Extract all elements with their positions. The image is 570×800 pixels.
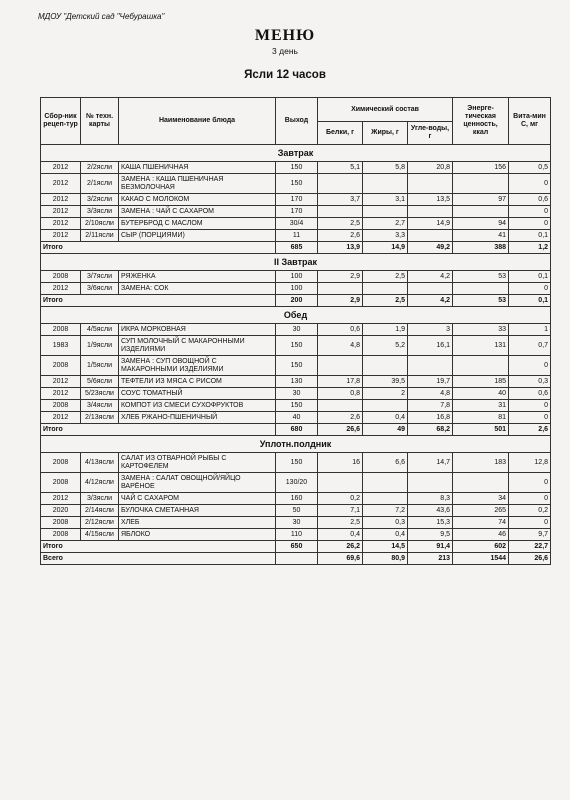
carbs-cell: 16,8	[408, 412, 453, 424]
section-title: Уплотн.полдник	[41, 436, 551, 453]
total-carbs: 68,2	[408, 424, 453, 436]
table-row	[41, 388, 551, 400]
proteins-cell: 17,8	[318, 376, 363, 388]
grand-total-label: Всего	[41, 553, 276, 565]
total-row	[41, 541, 551, 553]
proteins-cell	[318, 400, 363, 412]
energy-cell: 131	[453, 336, 509, 356]
proteins-cell	[318, 206, 363, 218]
proteins-cell	[318, 174, 363, 194]
recipe-source-cell: 1983	[41, 336, 81, 356]
output-cell: 150	[276, 336, 318, 356]
output-cell: 30	[276, 388, 318, 400]
dish-name-cell: ЗАМЕНА : САЛАТ ОВОЩНОЙ/ЯЙЦО ВАРЁНОЕ	[119, 473, 276, 493]
dish-name-cell: КАША ПШЕНИЧНАЯ	[119, 162, 276, 174]
header-dish-name: Наименование блюда	[119, 98, 276, 145]
energy-cell: 183	[453, 453, 509, 473]
tech-card-cell: 2/11ясли	[81, 230, 119, 242]
recipe-source-cell: 2012	[41, 162, 81, 174]
tech-card-cell: 2/1ясли	[81, 174, 119, 194]
tech-card-cell: 2/2ясли	[81, 162, 119, 174]
table-row	[41, 206, 551, 218]
carbs-cell: 4,8	[408, 388, 453, 400]
table-row	[41, 174, 551, 194]
carbs-cell: 13,5	[408, 194, 453, 206]
proteins-cell: 0,6	[318, 324, 363, 336]
dish-name-cell: ЗАМЕНА : КАША ПШЕНИЧНАЯ БЕЗМОЛОЧНАЯ	[119, 174, 276, 194]
grand-total-fats: 80,9	[363, 553, 408, 565]
recipe-source-cell: 2012	[41, 376, 81, 388]
energy-cell: 94	[453, 218, 509, 230]
carbs-cell	[408, 356, 453, 376]
recipe-source-cell: 2008	[41, 271, 81, 283]
carbs-cell: 16,1	[408, 336, 453, 356]
proteins-cell: 0,2	[318, 493, 363, 505]
group-label: Ясли 12 часов	[244, 69, 326, 81]
tech-card-cell: 2/10ясли	[81, 218, 119, 230]
recipe-source-cell: 2012	[41, 230, 81, 242]
carbs-cell: 14,9	[408, 218, 453, 230]
vitamin-cell: 0,1	[509, 230, 551, 242]
carbs-cell: 15,3	[408, 517, 453, 529]
output-cell: 150	[276, 453, 318, 473]
recipe-source-cell: 2012	[41, 412, 81, 424]
section-title: Обед	[41, 307, 551, 324]
total-proteins: 13,9	[318, 242, 363, 254]
carbs-cell	[408, 174, 453, 194]
vitamin-cell: 0,2	[509, 505, 551, 517]
total-vitamin: 22,7	[509, 541, 551, 553]
total-energy: 602	[453, 541, 509, 553]
carbs-cell: 8,3	[408, 493, 453, 505]
output-cell: 160	[276, 493, 318, 505]
energy-cell: 74	[453, 517, 509, 529]
table-row	[41, 194, 551, 206]
dish-name-cell: ЗАМЕНА : СУП ОВОЩНОЙ С МАКАРОННЫМИ ИЗДЕЛИЯМИ	[119, 356, 276, 376]
table-row	[41, 505, 551, 517]
recipe-source-cell: 2008	[41, 473, 81, 493]
header-tech-card: № техн. карты	[81, 98, 119, 145]
output-cell: 150	[276, 162, 318, 174]
table-row	[41, 529, 551, 541]
recipe-source-cell: 2012	[41, 218, 81, 230]
dish-name-cell: КОМПОТ ИЗ СМЕСИ СУХОФРУКТОВ	[119, 400, 276, 412]
total-row	[41, 424, 551, 436]
vitamin-cell: 0	[509, 473, 551, 493]
menu-table	[40, 97, 551, 565]
total-fats: 14,9	[363, 242, 408, 254]
day-label: 3 день	[272, 46, 298, 56]
fats-cell: 7,2	[363, 505, 408, 517]
recipe-source-cell: 2008	[41, 529, 81, 541]
fats-cell: 5,8	[363, 162, 408, 174]
energy-cell: 33	[453, 324, 509, 336]
fats-cell	[363, 283, 408, 295]
dish-name-cell: СЫР (ПОРЦИЯМИ)	[119, 230, 276, 242]
fats-cell: 39,5	[363, 376, 408, 388]
dish-name-cell: ЯБЛОКО	[119, 529, 276, 541]
output-cell: 170	[276, 194, 318, 206]
carbs-cell: 43,6	[408, 505, 453, 517]
energy-cell	[453, 356, 509, 376]
energy-cell	[453, 174, 509, 194]
output-cell: 130	[276, 376, 318, 388]
section-title: II Завтрак	[41, 254, 551, 271]
total-output: 680	[276, 424, 318, 436]
vitamin-cell: 12,8	[509, 453, 551, 473]
proteins-cell: 2,6	[318, 412, 363, 424]
total-carbs: 91,4	[408, 541, 453, 553]
dish-name-cell: СУП МОЛОЧНЫЙ С МАКАРОННЫМИ ИЗДЕЛИЯМИ	[119, 336, 276, 356]
grand-total-carbs: 213	[408, 553, 453, 565]
fats-cell: 1,9	[363, 324, 408, 336]
carbs-cell: 7,8	[408, 400, 453, 412]
vitamin-cell: 0,3	[509, 376, 551, 388]
tech-card-cell: 3/7ясли	[81, 271, 119, 283]
vitamin-cell: 0,5	[509, 162, 551, 174]
carbs-cell: 4,2	[408, 271, 453, 283]
section-title: Завтрак	[41, 145, 551, 162]
total-proteins: 26,2	[318, 541, 363, 553]
total-output: 650	[276, 541, 318, 553]
table-row	[41, 400, 551, 412]
total-energy: 501	[453, 424, 509, 436]
fats-cell: 3,3	[363, 230, 408, 242]
recipe-source-cell: 2012	[41, 174, 81, 194]
table-row	[41, 283, 551, 295]
vitamin-cell: 0	[509, 517, 551, 529]
grand-total-energy: 1544	[453, 553, 509, 565]
tech-card-cell: 1/5ясли	[81, 356, 119, 376]
fats-cell: 0,4	[363, 412, 408, 424]
grand-total-row	[41, 553, 551, 565]
page-title: МЕНЮ	[254, 27, 316, 44]
header-proteins: Белки, г	[318, 122, 363, 145]
header-recipe-source: Сбор-ник рецеп-тур	[41, 98, 81, 145]
section-row	[41, 436, 551, 453]
fats-cell: 2	[363, 388, 408, 400]
recipe-source-cell: 2008	[41, 453, 81, 473]
fats-cell	[363, 493, 408, 505]
tech-card-cell: 4/15ясли	[81, 529, 119, 541]
vitamin-cell: 0	[509, 206, 551, 218]
energy-cell: 185	[453, 376, 509, 388]
fats-cell	[363, 206, 408, 218]
output-cell: 50	[276, 505, 318, 517]
output-cell: 100	[276, 271, 318, 283]
carbs-cell	[408, 206, 453, 218]
tech-card-cell: 5/23ясли	[81, 388, 119, 400]
vitamin-cell: 0	[509, 283, 551, 295]
table-row	[41, 376, 551, 388]
fats-cell: 0,4	[363, 529, 408, 541]
dish-name-cell: САЛАТ ИЗ ОТВАРНОЙ РЫБЫ С КАРТОФЕЛЕМ	[119, 453, 276, 473]
menu-body	[41, 145, 551, 565]
total-carbs: 4,2	[408, 295, 453, 307]
proteins-cell: 0,4	[318, 529, 363, 541]
proteins-cell: 2,5	[318, 517, 363, 529]
vitamin-cell: 0	[509, 356, 551, 376]
output-cell: 130/20	[276, 473, 318, 493]
vitamin-cell: 1	[509, 324, 551, 336]
tech-card-cell: 2/13ясли	[81, 412, 119, 424]
vitamin-cell: 0	[509, 218, 551, 230]
recipe-source-cell: 2008	[41, 324, 81, 336]
vitamin-cell: 0	[509, 400, 551, 412]
vitamin-cell: 0,7	[509, 336, 551, 356]
tech-card-cell: 3/2ясли	[81, 194, 119, 206]
proteins-cell: 3,7	[318, 194, 363, 206]
proteins-cell: 16	[318, 453, 363, 473]
carbs-cell: 14,7	[408, 453, 453, 473]
recipe-source-cell: 2012	[41, 493, 81, 505]
energy-cell: 265	[453, 505, 509, 517]
dish-name-cell: КАКАО С МОЛОКОМ	[119, 194, 276, 206]
vitamin-cell: 0,1	[509, 271, 551, 283]
proteins-cell	[318, 356, 363, 376]
energy-cell	[453, 283, 509, 295]
table-row	[41, 230, 551, 242]
recipe-source-cell: 2012	[41, 206, 81, 218]
recipe-source-cell: 2008	[41, 400, 81, 412]
energy-cell: 156	[453, 162, 509, 174]
output-cell: 30/4	[276, 218, 318, 230]
fats-cell: 2,5	[363, 271, 408, 283]
total-fats: 49	[363, 424, 408, 436]
carbs-cell: 3	[408, 324, 453, 336]
vitamin-cell: 9,7	[509, 529, 551, 541]
fats-cell: 3,1	[363, 194, 408, 206]
dish-name-cell: БУЛОЧКА СМЕТАННАЯ	[119, 505, 276, 517]
fats-cell: 2,7	[363, 218, 408, 230]
grand-total-proteins: 69,6	[318, 553, 363, 565]
header-fats: Жиры, г	[363, 122, 408, 145]
recipe-source-cell: 2008	[41, 356, 81, 376]
total-label: Итого	[41, 541, 276, 553]
table-row	[41, 493, 551, 505]
fats-cell	[363, 473, 408, 493]
grand-total-output	[276, 553, 318, 565]
total-vitamin: 1,2	[509, 242, 551, 254]
energy-cell: 53	[453, 271, 509, 283]
table-row	[41, 336, 551, 356]
output-cell: 11	[276, 230, 318, 242]
proteins-cell: 7,1	[318, 505, 363, 517]
proteins-cell: 4,8	[318, 336, 363, 356]
fats-cell	[363, 174, 408, 194]
proteins-cell: 2,9	[318, 271, 363, 283]
output-cell: 30	[276, 324, 318, 336]
tech-card-cell: 1/9ясли	[81, 336, 119, 356]
output-cell: 40	[276, 412, 318, 424]
total-proteins: 2,9	[318, 295, 363, 307]
total-label: Итого	[41, 424, 276, 436]
total-label: Итого	[41, 242, 276, 254]
energy-cell: 40	[453, 388, 509, 400]
tech-card-cell: 3/3ясли	[81, 493, 119, 505]
vitamin-cell: 0,6	[509, 388, 551, 400]
proteins-cell: 5,1	[318, 162, 363, 174]
carbs-cell: 19,7	[408, 376, 453, 388]
section-row	[41, 307, 551, 324]
recipe-source-cell: 2012	[41, 283, 81, 295]
total-vitamin: 0,1	[509, 295, 551, 307]
carbs-cell	[408, 473, 453, 493]
tech-card-cell: 5/6ясли	[81, 376, 119, 388]
output-cell: 150	[276, 356, 318, 376]
section-row	[41, 145, 551, 162]
table-row	[41, 473, 551, 493]
dish-name-cell: РЯЖЕНКА	[119, 271, 276, 283]
dish-name-cell: ХЛЕБ	[119, 517, 276, 529]
dish-name-cell: ЧАЙ С САХАРОМ	[119, 493, 276, 505]
table-row	[41, 356, 551, 376]
total-vitamin: 2,6	[509, 424, 551, 436]
vitamin-cell: 0,6	[509, 194, 551, 206]
header-energy: Энерге-тическая ценность, ккал	[453, 98, 509, 145]
total-fats: 14,5	[363, 541, 408, 553]
tech-card-cell: 4/13ясли	[81, 453, 119, 473]
output-cell: 150	[276, 174, 318, 194]
dish-name-cell: ТЕФТЕЛИ ИЗ МЯСА С РИСОМ	[119, 376, 276, 388]
fats-cell: 0,3	[363, 517, 408, 529]
header-vitamin: Вита-мин С, мг	[509, 98, 551, 145]
fats-cell: 5,2	[363, 336, 408, 356]
fats-cell: 6,6	[363, 453, 408, 473]
section-row	[41, 254, 551, 271]
proteins-cell: 2,6	[318, 230, 363, 242]
proteins-cell	[318, 473, 363, 493]
output-cell: 170	[276, 206, 318, 218]
fats-cell	[363, 400, 408, 412]
organization-name: МДОУ "Детский сад "Чебурашка"	[38, 12, 165, 21]
energy-cell: 34	[453, 493, 509, 505]
energy-cell	[453, 473, 509, 493]
output-cell: 110	[276, 529, 318, 541]
energy-cell: 81	[453, 412, 509, 424]
dish-name-cell: ЗАМЕНА : ЧАЙ С САХАРОМ	[119, 206, 276, 218]
table-row	[41, 271, 551, 283]
tech-card-cell: 4/12ясли	[81, 473, 119, 493]
total-carbs: 49,2	[408, 242, 453, 254]
energy-cell: 41	[453, 230, 509, 242]
carbs-cell	[408, 230, 453, 242]
energy-cell: 97	[453, 194, 509, 206]
total-energy: 388	[453, 242, 509, 254]
tech-card-cell: 2/12ясли	[81, 517, 119, 529]
table-row	[41, 453, 551, 473]
tech-card-cell: 4/5ясли	[81, 324, 119, 336]
fats-cell	[363, 356, 408, 376]
recipe-source-cell: 2008	[41, 517, 81, 529]
proteins-cell: 0,8	[318, 388, 363, 400]
vitamin-cell: 0	[509, 493, 551, 505]
grand-total-vitamin: 26,6	[509, 553, 551, 565]
proteins-cell	[318, 283, 363, 295]
carbs-cell: 9,5	[408, 529, 453, 541]
tech-card-cell: 2/14ясли	[81, 505, 119, 517]
dish-name-cell: ЗАМЕНА: СОК	[119, 283, 276, 295]
tech-card-cell: 3/4ясли	[81, 400, 119, 412]
dish-name-cell: СОУС ТОМАТНЫЙ	[119, 388, 276, 400]
total-fats: 2,5	[363, 295, 408, 307]
dish-name-cell: БУТЕРБРОД С МАСЛОМ	[119, 218, 276, 230]
total-row	[41, 295, 551, 307]
proteins-cell: 2,5	[318, 218, 363, 230]
header-carbs: Угле-воды, г	[408, 122, 453, 145]
dish-name-cell: ХЛЕБ РЖАНО-ПШЕНИЧНЫЙ	[119, 412, 276, 424]
carbs-cell	[408, 283, 453, 295]
total-proteins: 26,6	[318, 424, 363, 436]
table-row	[41, 412, 551, 424]
recipe-source-cell: 2012	[41, 194, 81, 206]
tech-card-cell: 3/6ясли	[81, 283, 119, 295]
header-output: Выход	[276, 98, 318, 145]
vitamin-cell: 0	[509, 174, 551, 194]
output-cell: 100	[276, 283, 318, 295]
total-energy: 53	[453, 295, 509, 307]
header-chem-composition: Химический состав	[318, 98, 453, 122]
table-row	[41, 218, 551, 230]
energy-cell	[453, 206, 509, 218]
dish-name-cell: ИКРА МОРКОВНАЯ	[119, 324, 276, 336]
total-label: Итого	[41, 295, 276, 307]
carbs-cell: 20,8	[408, 162, 453, 174]
total-output: 685	[276, 242, 318, 254]
output-cell: 150	[276, 400, 318, 412]
tech-card-cell: 3/3ясли	[81, 206, 119, 218]
table-row	[41, 517, 551, 529]
total-row	[41, 242, 551, 254]
vitamin-cell: 0	[509, 412, 551, 424]
recipe-source-cell: 2020	[41, 505, 81, 517]
table-row	[41, 324, 551, 336]
table-row	[41, 162, 551, 174]
output-cell: 30	[276, 517, 318, 529]
total-output: 200	[276, 295, 318, 307]
recipe-source-cell: 2012	[41, 388, 81, 400]
energy-cell: 31	[453, 400, 509, 412]
energy-cell: 46	[453, 529, 509, 541]
